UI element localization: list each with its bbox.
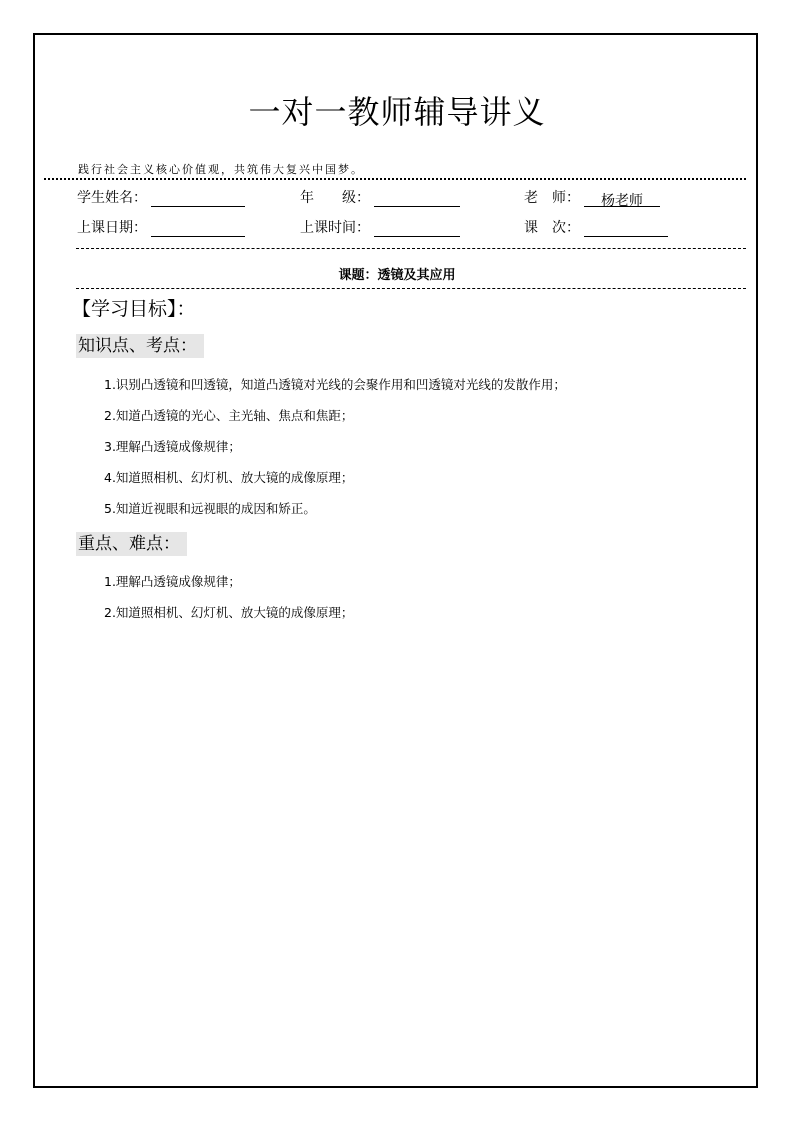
knowledge-item-4: 4.知道照相机、幻灯机、放大镜的成像原理； — [104, 470, 354, 485]
knowledge-item-5: 5.知道近视眼和远视眼的成因和矫正。 — [104, 501, 316, 516]
page-title: 一对一教师辅导讲义 — [248, 93, 546, 131]
key-points-heading: 重点、难点： — [76, 532, 187, 556]
date-field — [77, 217, 245, 237]
dotted-divider — [44, 178, 746, 180]
teacher-field — [524, 187, 660, 207]
session-value[interactable] — [584, 220, 668, 237]
dashed-divider-bottom — [76, 288, 746, 289]
dashed-divider-top — [76, 248, 746, 249]
teacher-label: 老 师： — [524, 190, 580, 206]
motto-text: 践行社会主义核心价值观，共筑伟大复兴中国梦。 — [78, 163, 364, 176]
key-point-item-1: 1.理解凸透镜成像规律； — [104, 574, 241, 589]
knowledge-item-2: 2.知道凸透镜的光心、主光轴、焦点和焦距； — [104, 408, 354, 423]
session-label: 课 次： — [524, 220, 580, 236]
session-field — [524, 217, 668, 237]
key-point-item-2: 2.知道照相机、幻灯机、放大镜的成像原理； — [104, 605, 354, 620]
knowledge-item-3: 3.理解凸透镜成像规律； — [104, 439, 241, 454]
objectives-title: 【学习目标】： — [72, 298, 196, 320]
grade-field — [300, 187, 460, 207]
time-value[interactable] — [374, 220, 460, 237]
student-name-label: 学生姓名： — [77, 190, 147, 206]
student-name-value[interactable] — [151, 190, 245, 207]
grade-label: 年 级： — [300, 190, 370, 206]
student-name-field — [77, 187, 245, 207]
teacher-value[interactable]: 杨老师 — [584, 190, 660, 207]
lesson-topic: 课题：透镜及其应用 — [338, 268, 456, 283]
grade-value[interactable] — [374, 190, 460, 207]
date-label: 上课日期： — [77, 220, 147, 236]
date-value[interactable] — [151, 220, 245, 237]
time-label: 上课时间： — [300, 220, 370, 236]
knowledge-heading: 知识点、考点： — [76, 334, 204, 358]
knowledge-item-1: 1.识别凸透镜和凹透镜，知道凸透镜对光线的会聚作用和凹透镜对光线的发散作用； — [104, 377, 566, 392]
time-field — [300, 217, 460, 237]
